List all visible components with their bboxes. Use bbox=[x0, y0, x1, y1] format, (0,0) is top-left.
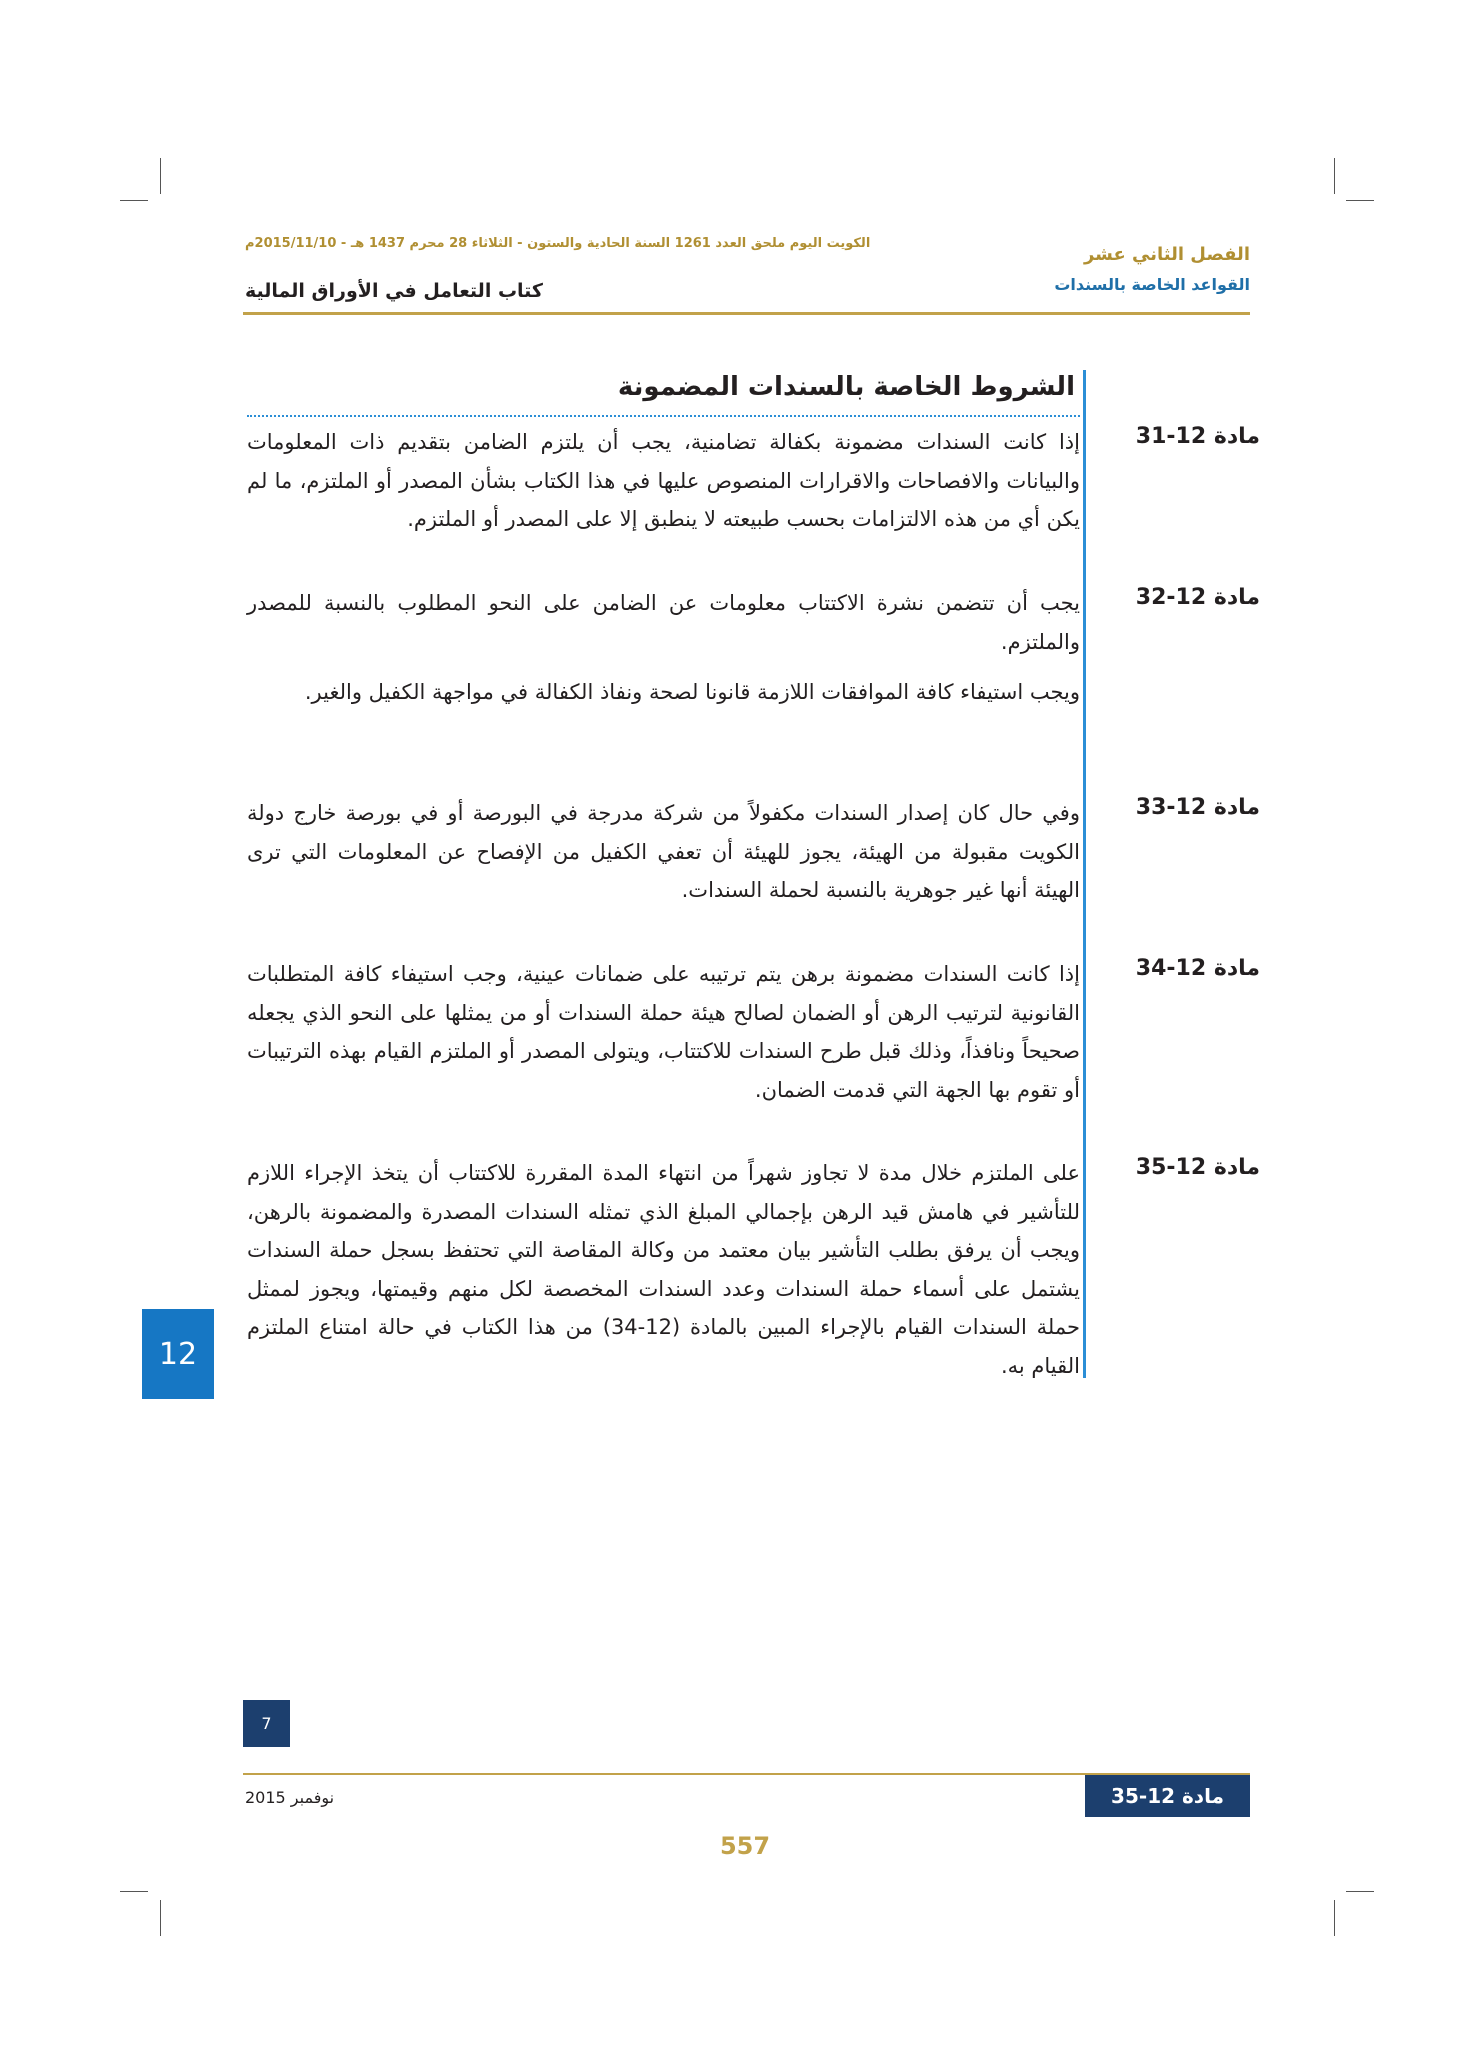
crop-mark bbox=[1334, 158, 1335, 194]
crop-mark bbox=[1346, 200, 1374, 201]
section-divider bbox=[247, 415, 1080, 417]
margin-rule bbox=[1083, 370, 1086, 1378]
footer-article-tab: مادة 12-35 bbox=[1085, 1775, 1250, 1817]
book-title: كتاب التعامل في الأوراق المالية bbox=[245, 280, 543, 302]
article-paragraph: ويجب استيفاء كافة الموافقات اللازمة قانونا لصحة ونفاذ الكفالة في مواجهة الكفيل والغير. bbox=[304, 680, 1080, 704]
gazette-line: الكويت اليوم ملحق العدد 1261 السنة الحادية والستون - الثلاثاء 28 محرم 1437 هـ - 2015/11/10م bbox=[245, 236, 871, 251]
article-label: مادة 12-34 bbox=[1135, 956, 1260, 981]
footer-date: نوفمبر 2015 bbox=[245, 1788, 335, 1807]
article-paragraph: وفي حال كان إصدار السندات مكفولاً من شركة مدرجة في البورصة أو في بورصة خارج دولة الكويت مقبولة من الهيئة، يجوز للهيئة أن تعفي الكفيل من الإفصاح عن المعلومات التي ترى الهيئة أنها غير جوهرية بالنسبة لحملة السندات. bbox=[247, 801, 1080, 902]
article-body bbox=[247, 584, 1080, 712]
inner-page-number: 7 bbox=[243, 1700, 290, 1747]
chapter-tab: 12 bbox=[142, 1309, 214, 1399]
crop-mark bbox=[1334, 1900, 1335, 1936]
article-body bbox=[247, 423, 1080, 539]
header-rule bbox=[243, 312, 1250, 315]
crop-mark bbox=[120, 200, 148, 201]
article-label: مادة 12-33 bbox=[1135, 795, 1260, 820]
chapter-subtitle: القواعد الخاصة بالسندات bbox=[1054, 275, 1250, 294]
crop-mark bbox=[160, 158, 161, 194]
article-body bbox=[247, 794, 1080, 910]
crop-mark bbox=[120, 1891, 148, 1892]
article-label: مادة 12-32 bbox=[1135, 585, 1260, 610]
crop-mark bbox=[160, 1900, 161, 1936]
article-paragraph: على الملتزم خلال مدة لا تجاوز شهراً من انتهاء المدة المقررة للاكتتاب أن يتخذ الإجراء اللازم للتأشير في هامش قيد الرهن بإجمالي المبلغ الذي تمثله السندات المصدرة والمضمونة بالرهن، ويجب أن يرفق بطلب التأشير بيان معتمد من وكالة المقاصة التي تحتفظ بسجل حملة السندات يشتمل على أسماء حملة السندات وعدد السندات المخصصة لكل منهم وقيمتها، ويجوز لممثل حملة السندات القيام بالإجراء المبين بالمادة (12-34) من هذا الكتاب في حالة امتناع الملتزم القيام به. bbox=[247, 1161, 1081, 1378]
page-number: 557 bbox=[719, 1832, 771, 1860]
article-body bbox=[247, 1154, 1080, 1385]
section-title: الشروط الخاصة بالسندات المضمونة bbox=[617, 372, 1075, 402]
article-label: مادة 12-31 bbox=[1135, 424, 1260, 449]
crop-mark bbox=[1346, 1891, 1374, 1892]
article-paragraph: إذا كانت السندات مضمونة برهن يتم ترتيبه على ضمانات عينية، وجب استيفاء كافة المتطلبات القانونية لترتيب الرهن أو الضمان لصالح هيئة حملة السندات أو من يمثلها على النحو الذي يجعله صحيحاً ونافذاً، وذلك قبل طرح السندات للاكتتاب، ويتولى المصدر أو الملتزم القيام بهذه الترتيبات أو تقوم بها الجهة التي قدمت الضمان. bbox=[247, 962, 1080, 1102]
article-body bbox=[247, 955, 1080, 1109]
article-paragraph: يجب أن تتضمن نشرة الاكتتاب معلومات عن الضامن على النحو المطلوب بالنسبة للمصدر والملتزم. bbox=[247, 591, 1080, 654]
article-paragraph: إذا كانت السندات مضمونة بكفالة تضامنية، يجب أن يلتزم الضامن بتقديم ذات المعلومات والبيانات والافصاحات والاقرارات المنصوص عليها في هذا الكتاب بشأن المصدر أو الملتزم، ما لم يكن أي من هذه الالتزامات بحسب طبيعته لا ينطبق إلا على المصدر أو الملتزم. bbox=[247, 430, 1080, 531]
article-label: مادة 12-35 bbox=[1135, 1155, 1260, 1180]
chapter-title: الفصل الثاني عشر bbox=[1083, 244, 1250, 265]
